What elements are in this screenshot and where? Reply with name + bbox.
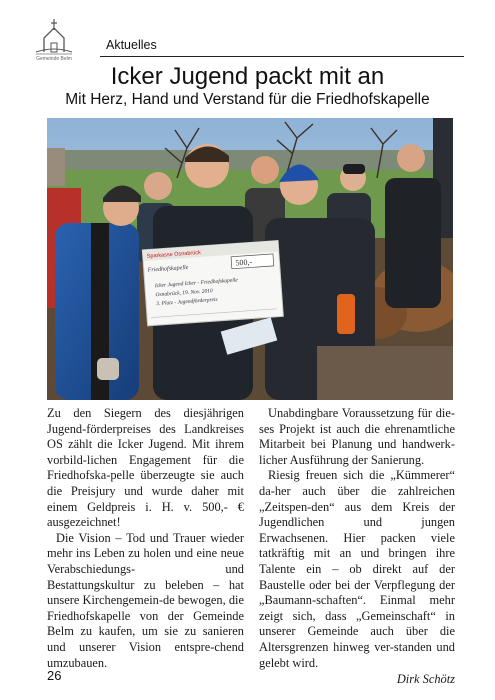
- body-paragraph: Zu den Siegern des diesjährigen Jugend-förderpreises des Landkreises OS zählt die Icker Jugend. Mit ihrem vorbild-lichen Engagement für die Friedhofska-pelle überzeugte sie auch die Preisjury und wurde daher mit einem Geldpreis i. H. v. 500,- € ausgezeichnet!: [47, 406, 244, 530]
- check-line-3: 3. Platz - Jugendförderpreis: [155, 296, 218, 308]
- body-paragraph: Unabdingbare Voraussetzung für die-ses Projekt ist auch die ehrenamtliche Mitarbeit bei Planung und handwerk-licher Ausführung der Sanierung.: [259, 406, 455, 467]
- article-column-left: [47, 406, 244, 671]
- section-label: Aktuelles: [106, 38, 157, 52]
- check-line-1: Icker Jugend Icker - Friedhofskapelle: [154, 277, 238, 290]
- check-bank: Sparkasse Osnabrück: [146, 249, 202, 260]
- article-column-right: [259, 406, 455, 688]
- page-number: 26: [47, 668, 62, 683]
- article-author: Dirk Schötz: [396, 672, 455, 687]
- check-line-2: Osnabrück, 19. Nov. 2010: [155, 288, 213, 299]
- article-title: Icker Jugend packt mit an: [110, 63, 385, 90]
- check-payee: Friedhofskapelle: [147, 264, 189, 274]
- check-amount: 500,-: [235, 257, 253, 268]
- municipality-logo: [34, 16, 74, 64]
- logo-text: Gemeinde Belm: [36, 56, 72, 62]
- header-rule: [100, 56, 464, 57]
- body-paragraph: Riesig freuen sich die „Kümmerer“ da-her auch über die zahlreichen „Zeitspen-den“ aus dem Kreis der Jugendlichen und jungen Erwachsenen. Hier packen viele tatkräftig mit an und bringen ihre Talente ein – ob direkt auf der Baustelle oder bei der Verpflegung der „Baumann-schaften“. Einmal mehr zeigt sich, dass „Gemeinschaft“ in unserer Gemeinde auch über die Altersgrenzen hinweg ver-standen und gelebt wird.: [259, 468, 455, 670]
- body-paragraph: Die Vision – Tod und Trauer wieder mehr ins Leben zu holen und eine neue Verabschiedungs- und Bestattungskultur zu beleben – hat unsere Kirchengemein-de bewogen, die Friedhofskapelle von der Gemeinde Belm zu kaufen, um sie zu sanieren und unserer Vision entspre-chend umzubauen.: [47, 530, 244, 670]
- article-subtitle: Mit Herz, Hand und Verstand für die Friedhofskapelle: [65, 91, 430, 108]
- article-photo: [47, 118, 453, 400]
